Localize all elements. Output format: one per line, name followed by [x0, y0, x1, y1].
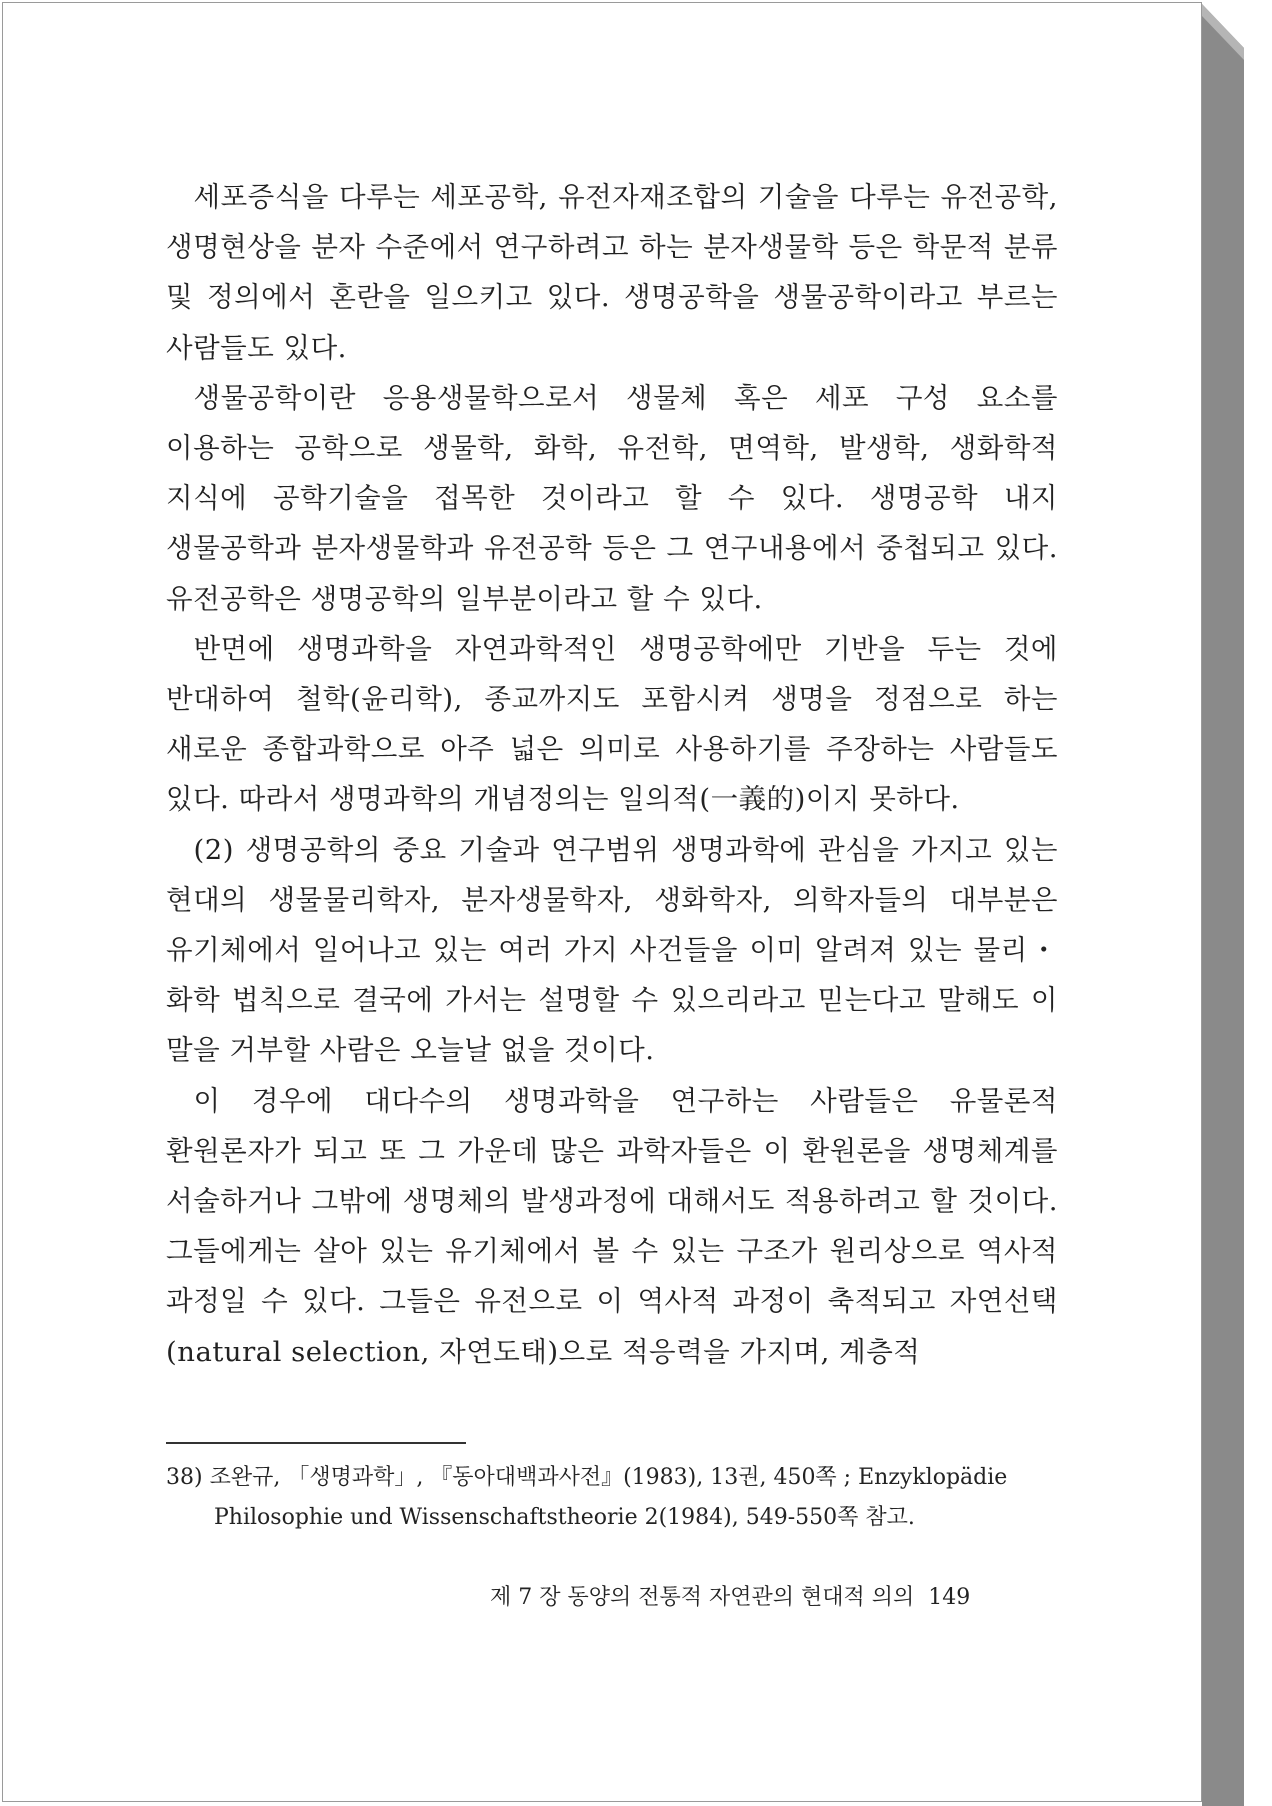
paragraph-1: 세포증식을 다루는 세포공학, 유전자재조합의 기술을 다루는 유전공학, 생명현상을 분자 수준에서 연구하려고 하는 분자생물학 등은 학문적 분류 및 정의에서 혼란을 일으키고 있다. 생명공학을 생물공학이라고 부르는 사람들도 있다. — [166, 181, 1058, 364]
paragraph-4: (2) 생명공학의 중요 기술과 연구범위 생명과학에 관심을 가지고 있는 현대의 생물물리학자, 분자생물학자, 생화학자, 의학자들의 대부분은 유기체에서 일어나고 있는 여러 가지 사건들을 이미 알려져 있는 물리・화학 법칙으로 결국에 가서는 설명할 수 있으리라고 믿는다고 말해도 이 말을 거부할 사람은 오늘날 없을 것이다. — [166, 833, 1058, 1067]
paragraph-3: 반면에 생명과학을 자연과학적인 생명공학에만 기반을 두는 것에 반대하여 철학(윤리학), 종교까지도 포함시켜 생명을 정점으로 하는 새로운 종합과학으로 아주 넓은 의미로 사용하기를 주장하는 사람들도 있다. 따라서 생명과학의 개념정의는 일의적(一義的)이지 못하다. — [166, 632, 1058, 816]
footnote-38: 38) 조완규, 「생명과학」, 『동아대백과사전』(1983), 13권, 450쪽 ; Enzyklopädie Philosophie und Wissenschaftstheorie 2(1984), 549-550쪽 참고. — [166, 1465, 1008, 1530]
running-title: 제 7 장 동양의 전통적 자연관의 현대적 의의 — [490, 1585, 915, 1610]
footnotes — [166, 1458, 1058, 1538]
page-footer — [490, 1583, 1030, 1613]
paragraph-2: 생물공학이란 응용생물학으로서 생물체 혹은 세포 구성 요소를 이용하는 공학으로 생물학, 화학, 유전학, 면역학, 발생학, 생화학적 지식에 공학기술을 접목한 것이라고 할 수 있다. 생명공학 내지 생물공학과 분자생물학과 유전공학 등은 그 연구내용에서 중첩되고 있다. 유전공학은 생명공학의 일부분이라고 할 수 있다. — [166, 381, 1058, 615]
footnote-rule — [166, 1442, 466, 1444]
page-number: 149 — [928, 1585, 971, 1610]
body-text — [166, 172, 1058, 1377]
paragraph-5: 이 경우에 대다수의 생명과학을 연구하는 사람들은 유물론적 환원론자가 되고 또 그 가운데 많은 과학자들은 이 환원론을 생명체계를 서술하거나 그밖에 생명체의 발생과정에 대해서도 적용하려고 할 것이다. 그들에게는 살아 있는 유기체에서 볼 수 있는 구조가 원리상으로 역사적 과정일 수 있다. 그들은 유전으로 이 역사적 과정이 축적되고 자연선택(natural selection, 자연도태)으로 적응력을 가지며, 계층적 — [166, 1084, 1058, 1368]
